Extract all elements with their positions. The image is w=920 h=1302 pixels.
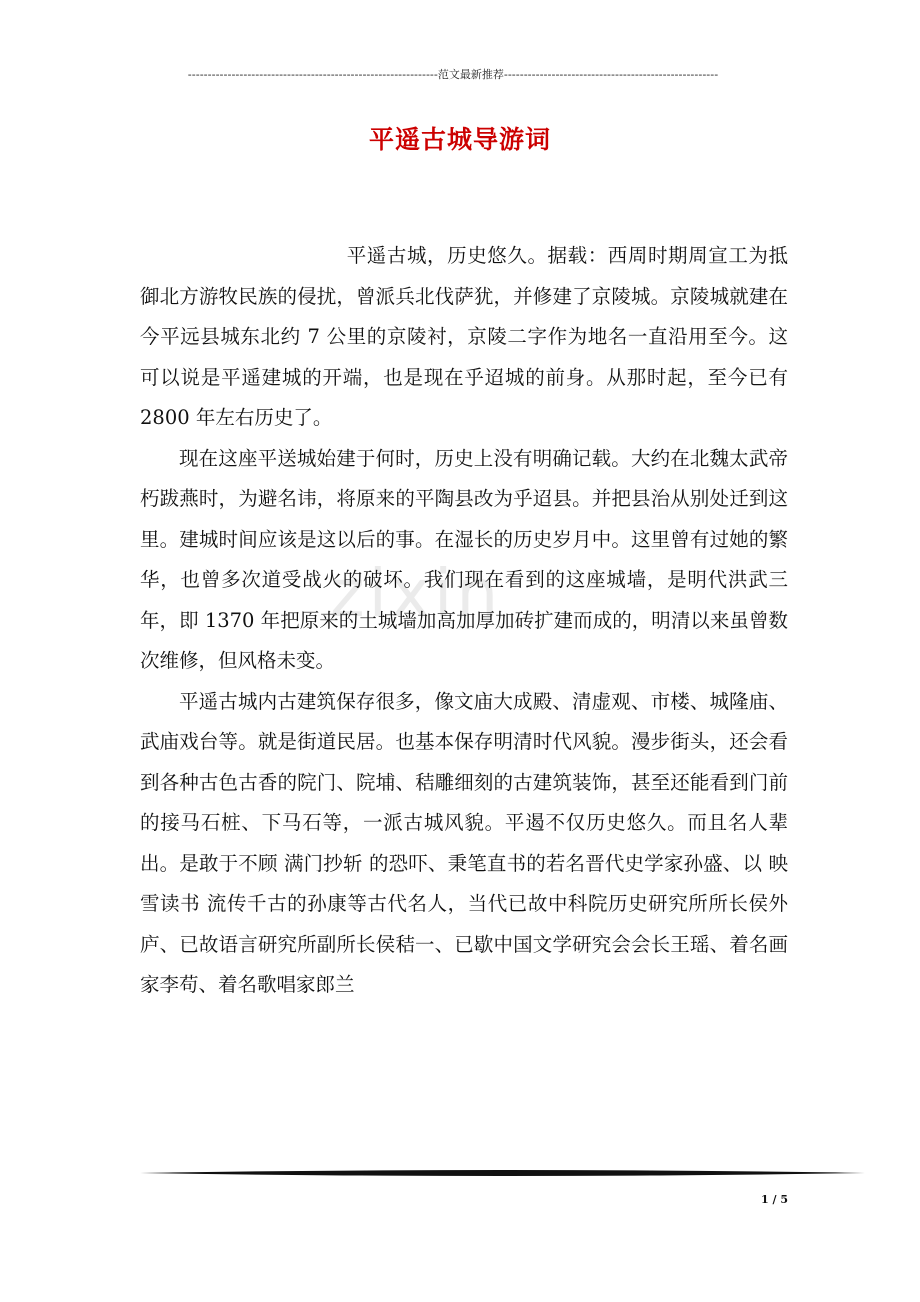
paragraph-1: 平遥古城，历史悠久。据载：西周时期周宣工为抵御北方游牧民族的侵扰，曾派兵北伐萨犹，并修建了京陵城。京陵城就建在今平远县城东北约 7 公里的京陵衬，京陵二字作为地名一直沿用至今。这可以说是平遥建城的开端，也是现在乎迢城的前身。从那时起，至今已有 2800 年左右历史了。 — [140, 244, 788, 429]
paragraph-2: 现在这座平送城始建于何时，历史上没有明确记载。大约在北魏太武帝朽跋燕时，为避名讳，将原来的平陶县改为乎迢县。并把县治从别处迁到这里。建城时间应该是这以后的事。在湿长的历史岁月中。这里曾有过她的繁华，也曾多次道受战火的破坏。我们现在看到的这座城墙，是明代洪武三年，即 1370 年把原来的土城墙加高加厚加砖扩建而成的，明清以来虽曾数次维修，但风格未变。 — [140, 446, 788, 672]
footer-divider — [140, 1167, 865, 1179]
page-number: 1 / 5 — [761, 1193, 788, 1206]
document-title: 平遥古城导游词 — [368, 125, 551, 154]
header-banner: ---------------------------------------------------------------范文最新推荐------------------------------------------------------ — [187, 68, 719, 81]
watermark: zixin — [330, 555, 503, 632]
paragraph-3: 平遥古城内古建筑保存很多，像文庙大成殿、清虚观、市楼、城隆庙、武庙戏台等。就是街道民居。也基本保存明清时代风貌。漫步街头，还会看到各种古色古香的院门、院埔、秸雕细刻的古建筑装饰，甚至还能看到门前的接马石桩、下马石等，一派古城风貌。平遏不仅历史悠久。而且名人辈出。是敢于不顾 满门抄斩 的恐吓、秉笔直书的若名晋代史学家孙盛、以 映雪读书 流传千古的孙康等古代名人，当代已故中科院历史研究所所长侯外庐、已故语言研究所副所长侯秸一、已歇中国文学研究会会长王瑶、着名画家李苟、着名歌唱家郎兰 — [140, 689, 788, 996]
document-body — [140, 236, 788, 1006]
